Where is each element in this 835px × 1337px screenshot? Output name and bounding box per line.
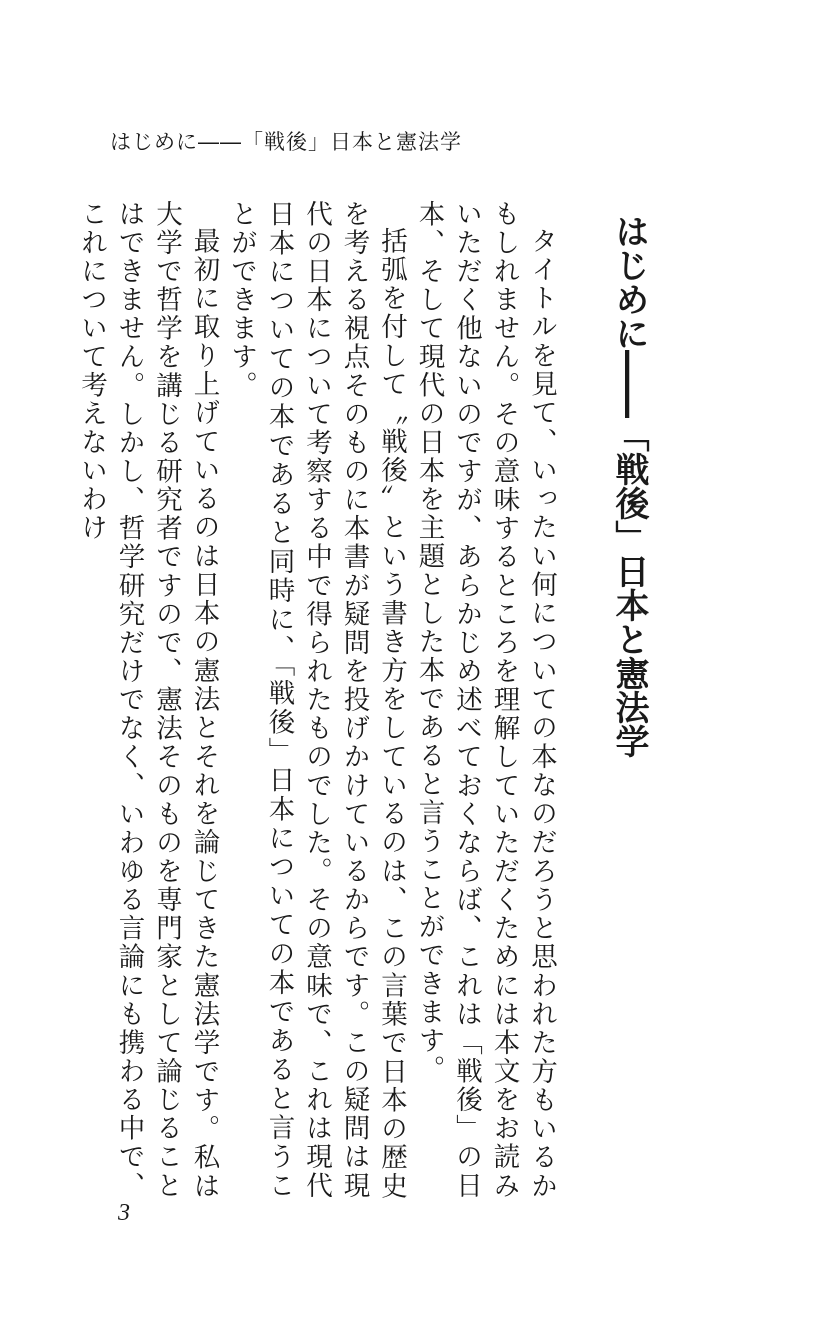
running-head: はじめに――「戦後」日本と憲法学 xyxy=(110,130,462,154)
page-number: 3 xyxy=(118,1200,130,1226)
paragraph: タイトルを見て、いったい何についての本なのだろうと思われた方もいるかもしれません。その意味するところを理解していただくためには本文をお読みいただく他ないのですが、あらかじめ述べておくならば、これは「戦後」の日本、そして現代の日本を主題とした本であると言うことができます。 xyxy=(413,200,557,1200)
body-text xyxy=(76,200,560,1200)
paragraph: 最初に取り上げているのは日本の憲法とそれを論じてきた憲法学です。私は大学で哲学を講じる研究者ですので、憲法そのものを専門家として論じることはできません。しかし、哲学研究だけでなく、いわゆる言論にも携わる中で、これについて考えないわけ xyxy=(76,200,220,1200)
paragraph: 括弧を付して〝戦後〟という書き方をしているのは、この言葉で日本の歴史を考える視点そのものに本書が疑問を投げかけているからです。この疑問は現代の日本について考察する中で得られたものでした。その意味で、これは現代日本についての本であると同時に、「戦後」日本についての本であると言うことができます。 xyxy=(226,200,407,1200)
chapter-title: はじめに――「戦後」日本と憲法学 xyxy=(609,214,649,758)
